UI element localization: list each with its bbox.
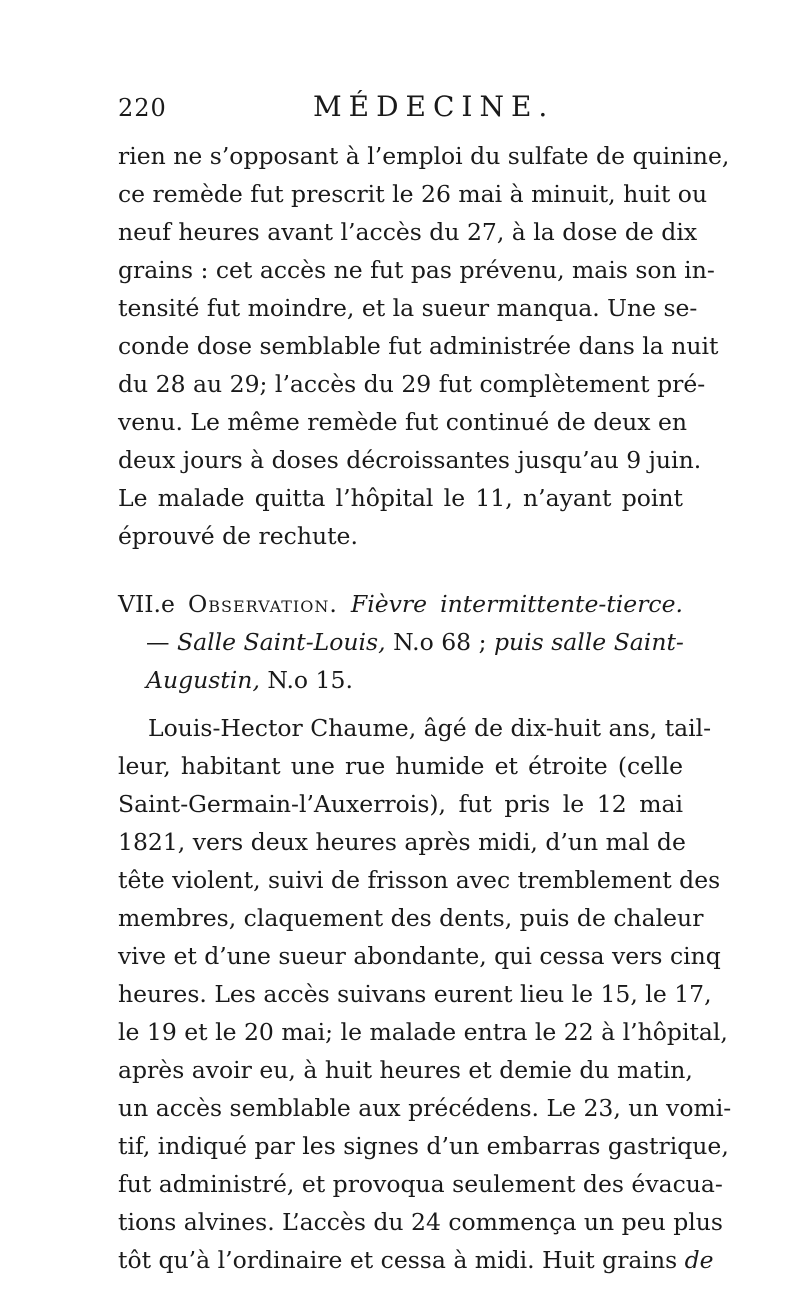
observation-title: Fièvre intermittente-tierce. (350, 590, 683, 618)
text-block (118, 137, 732, 1279)
text-line: Le malade quitta l’hôpital le 11, n’ayant point (118, 484, 683, 512)
text-line: grains : cet accès ne fut pas prévenu, mais son in- (118, 256, 715, 284)
running-head (118, 90, 678, 134)
text-line: éprouvé de rechute. (118, 522, 358, 550)
dash: — (146, 628, 177, 656)
text-line: après avoir eu, à huit heures et demie du matin, (118, 1056, 693, 1084)
heading-line (118, 661, 683, 699)
text-line: tif, indiqué par les signes d’un embarras gastrique, (118, 1132, 729, 1160)
text-line: leur, habitant une rue humide et étroite (celle (118, 752, 683, 780)
text-line: membres, claquement des dents, puis de chaleur (118, 904, 704, 932)
text-line: un accès semblable aux précédens. Le 23, un vomi- (118, 1094, 732, 1122)
text-line: deux jours à doses décroissantes jusqu’au 9 juin. (118, 446, 702, 474)
last-line-text: tôt qu’à l’ordinaire et cessa à midi. Huit grains (118, 1246, 685, 1274)
ward-name: Salle Saint-Louis, (176, 628, 386, 656)
observation-label: Observation. (187, 590, 338, 618)
bed-number-2: N.o 15. (259, 666, 353, 694)
observation-number: VII.e (118, 590, 175, 618)
bed-number: N.o 68 ; (385, 628, 494, 656)
text-line: Saint-Germain-l’Auxerrois), fut pris le 12 mai (118, 790, 683, 818)
text-line: tions alvines. L’accès du 24 commença un peu plus (118, 1208, 723, 1236)
ward-name-2: puis salle Saint- (493, 628, 684, 656)
text-line: tête violent, suivi de frisson avec tremblement des (118, 866, 721, 894)
catchword: de (684, 1246, 714, 1274)
text-line (118, 1241, 714, 1279)
text-line: conde dose semblable fut administrée dans la nuit (118, 332, 719, 360)
text-line: fut administré, et provoqua seulement des évacua- (118, 1170, 723, 1198)
heading-line (118, 585, 683, 623)
text-line: venu. Le même remède fut continué de deux en (118, 408, 688, 436)
observation-heading (118, 585, 683, 699)
text-line: tensité fut moindre, et la sueur manqua. Une se- (118, 294, 698, 322)
text-line: vive et d’une sueur abondante, qui cessa vers cinq (118, 942, 721, 970)
text-line: 1821, vers deux heures après midi, d’un mal de (118, 828, 686, 856)
page-number: 220 (118, 94, 167, 122)
heading-line (118, 623, 683, 661)
spacer (118, 555, 683, 585)
text-line: Louis-Hector Chaume, âgé de dix-huit ans, tail- (148, 714, 712, 742)
paragraph-continuation (118, 137, 730, 555)
paragraph (118, 709, 732, 1279)
text-line: heures. Les accès suivans eurent lieu le 15, le 17, (118, 980, 712, 1008)
text-line: rien ne s’opposant à l’emploi du sulfate de quinine, (118, 142, 730, 170)
text-line: du 28 au 29; l’accès du 29 fut complètement pré- (118, 370, 706, 398)
ward-name-3: Augustin, (146, 666, 260, 694)
text-line: ce remède fut prescrit le 26 mai à minuit, huit ou (118, 180, 708, 208)
text-line: le 19 et le 20 mai; le malade entra le 22 à l’hôpital, (118, 1018, 728, 1046)
spacer (118, 699, 683, 709)
running-title: MÉDECINE. (313, 90, 555, 123)
text-line: neuf heures avant l’accès du 27, à la dose de dix (118, 218, 698, 246)
